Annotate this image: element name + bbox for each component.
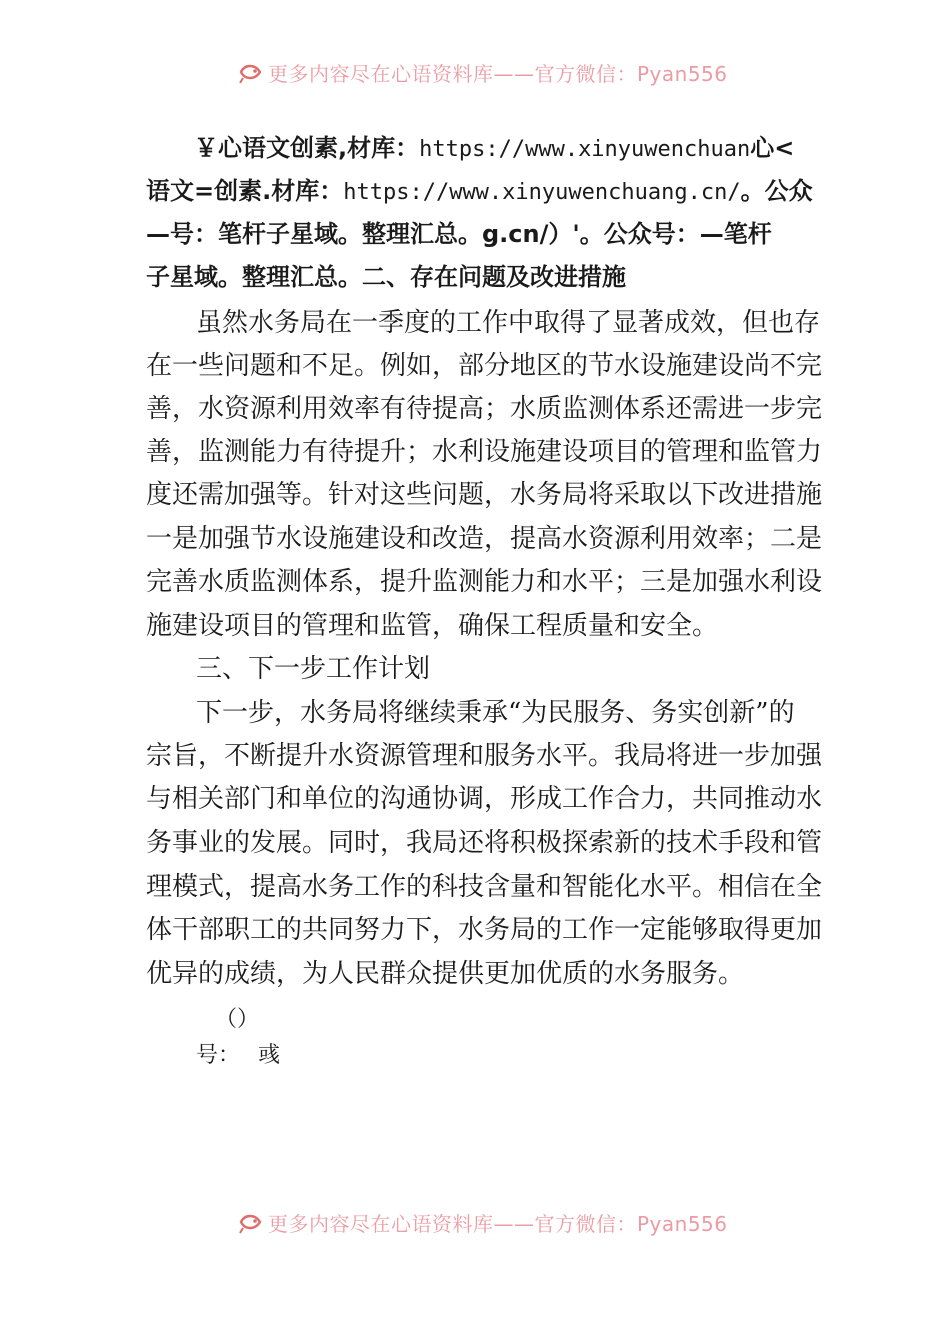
watermark-text: 更多内容尽在心语资料库——官方微信：Pyan556 (268, 1211, 728, 1236)
intro-line-2-prefix: 语文=创素.材库： (146, 177, 344, 205)
fish-logo-icon (238, 60, 264, 84)
section2-line-3: 善，水资源利用效率有待提高；水质监测体系还需进一步完 (146, 394, 823, 424)
section3-line-4: 务事业的发展。同时，我局还将积极探索新的技术手段和管 (146, 828, 823, 858)
section3-line-2: 宗旨，不断提升水资源管理和服务水平。我局将进一步加强 (146, 741, 823, 771)
empty-parens: （） (215, 1007, 260, 1032)
watermark-text: 更多内容尽在心语资料库——官方微信：Pyan556 (268, 61, 728, 86)
fish-logo-icon (238, 1210, 264, 1234)
section2-line-6: 一是加强节水设施建设和改造，提高水资源利用效率；二是 (146, 524, 823, 554)
section2-line-2: 在一些问题和不足。例如，部分地区的节水设施建设尚不完 (146, 351, 823, 381)
section2-line-1: 虽然水务局在一季度的工作中取得了显著成效，但也存 (196, 308, 821, 338)
section3-heading: 三、下一步工作计划 (196, 654, 431, 684)
header-watermark (238, 58, 728, 86)
section2-line-7: 完善水质监测体系，提升监测能力和水平；三是加强水利设 (146, 567, 823, 597)
intro-line-2-url: https://www.xinyuwenchuang.cn/ (343, 180, 741, 205)
section3-line-7: 优异的成绩，为人民群众提供更加优质的水务服务。 (146, 959, 745, 989)
section3-line-5: 理模式，提高水务工作的科技含量和智能化水平。相信在全 (146, 872, 823, 902)
intro-line-4: 子星域。整理汇总。二、存在问题及改进措施 (146, 263, 626, 291)
number-label: 号： (196, 1043, 241, 1068)
intro-line-1-suffix: 心< (750, 134, 795, 162)
section3-line-1: 下一步，水务局将继续秉承“为民服务、务实创新”的 (196, 698, 795, 728)
footer-watermark (238, 1208, 728, 1236)
intro-line-1 (194, 133, 794, 165)
intro-line-1-prefix: ￥心语文创素,材库： (194, 134, 420, 162)
section3-line-3: 与相关部门和单位的沟通协调，形成工作合力，共同推动水 (146, 784, 823, 814)
intro-line-3: —号：笔杆子星域。整理汇总。g.cn/）'。公众号：—笔杆 (146, 220, 772, 248)
trailing-char: 彧 (258, 1043, 281, 1068)
intro-line-2 (146, 176, 813, 208)
section3-line-6: 体干部职工的共同努力下，水务局的工作一定能够取得更加 (146, 915, 823, 945)
intro-line-2-suffix: 。公众 (740, 177, 813, 205)
intro-line-1-url: https://www.xinyuwenchuan (419, 137, 751, 162)
section2-line-4: 善，监测能力有待提升；水利设施建设项目的管理和监管力 (146, 437, 823, 467)
section2-line-5: 度还需加强等。针对这些问题，水务局将采取以下改进措施 (146, 480, 823, 510)
section2-line-8: 施建设项目的管理和监管，确保工程质量和安全。 (146, 611, 719, 641)
